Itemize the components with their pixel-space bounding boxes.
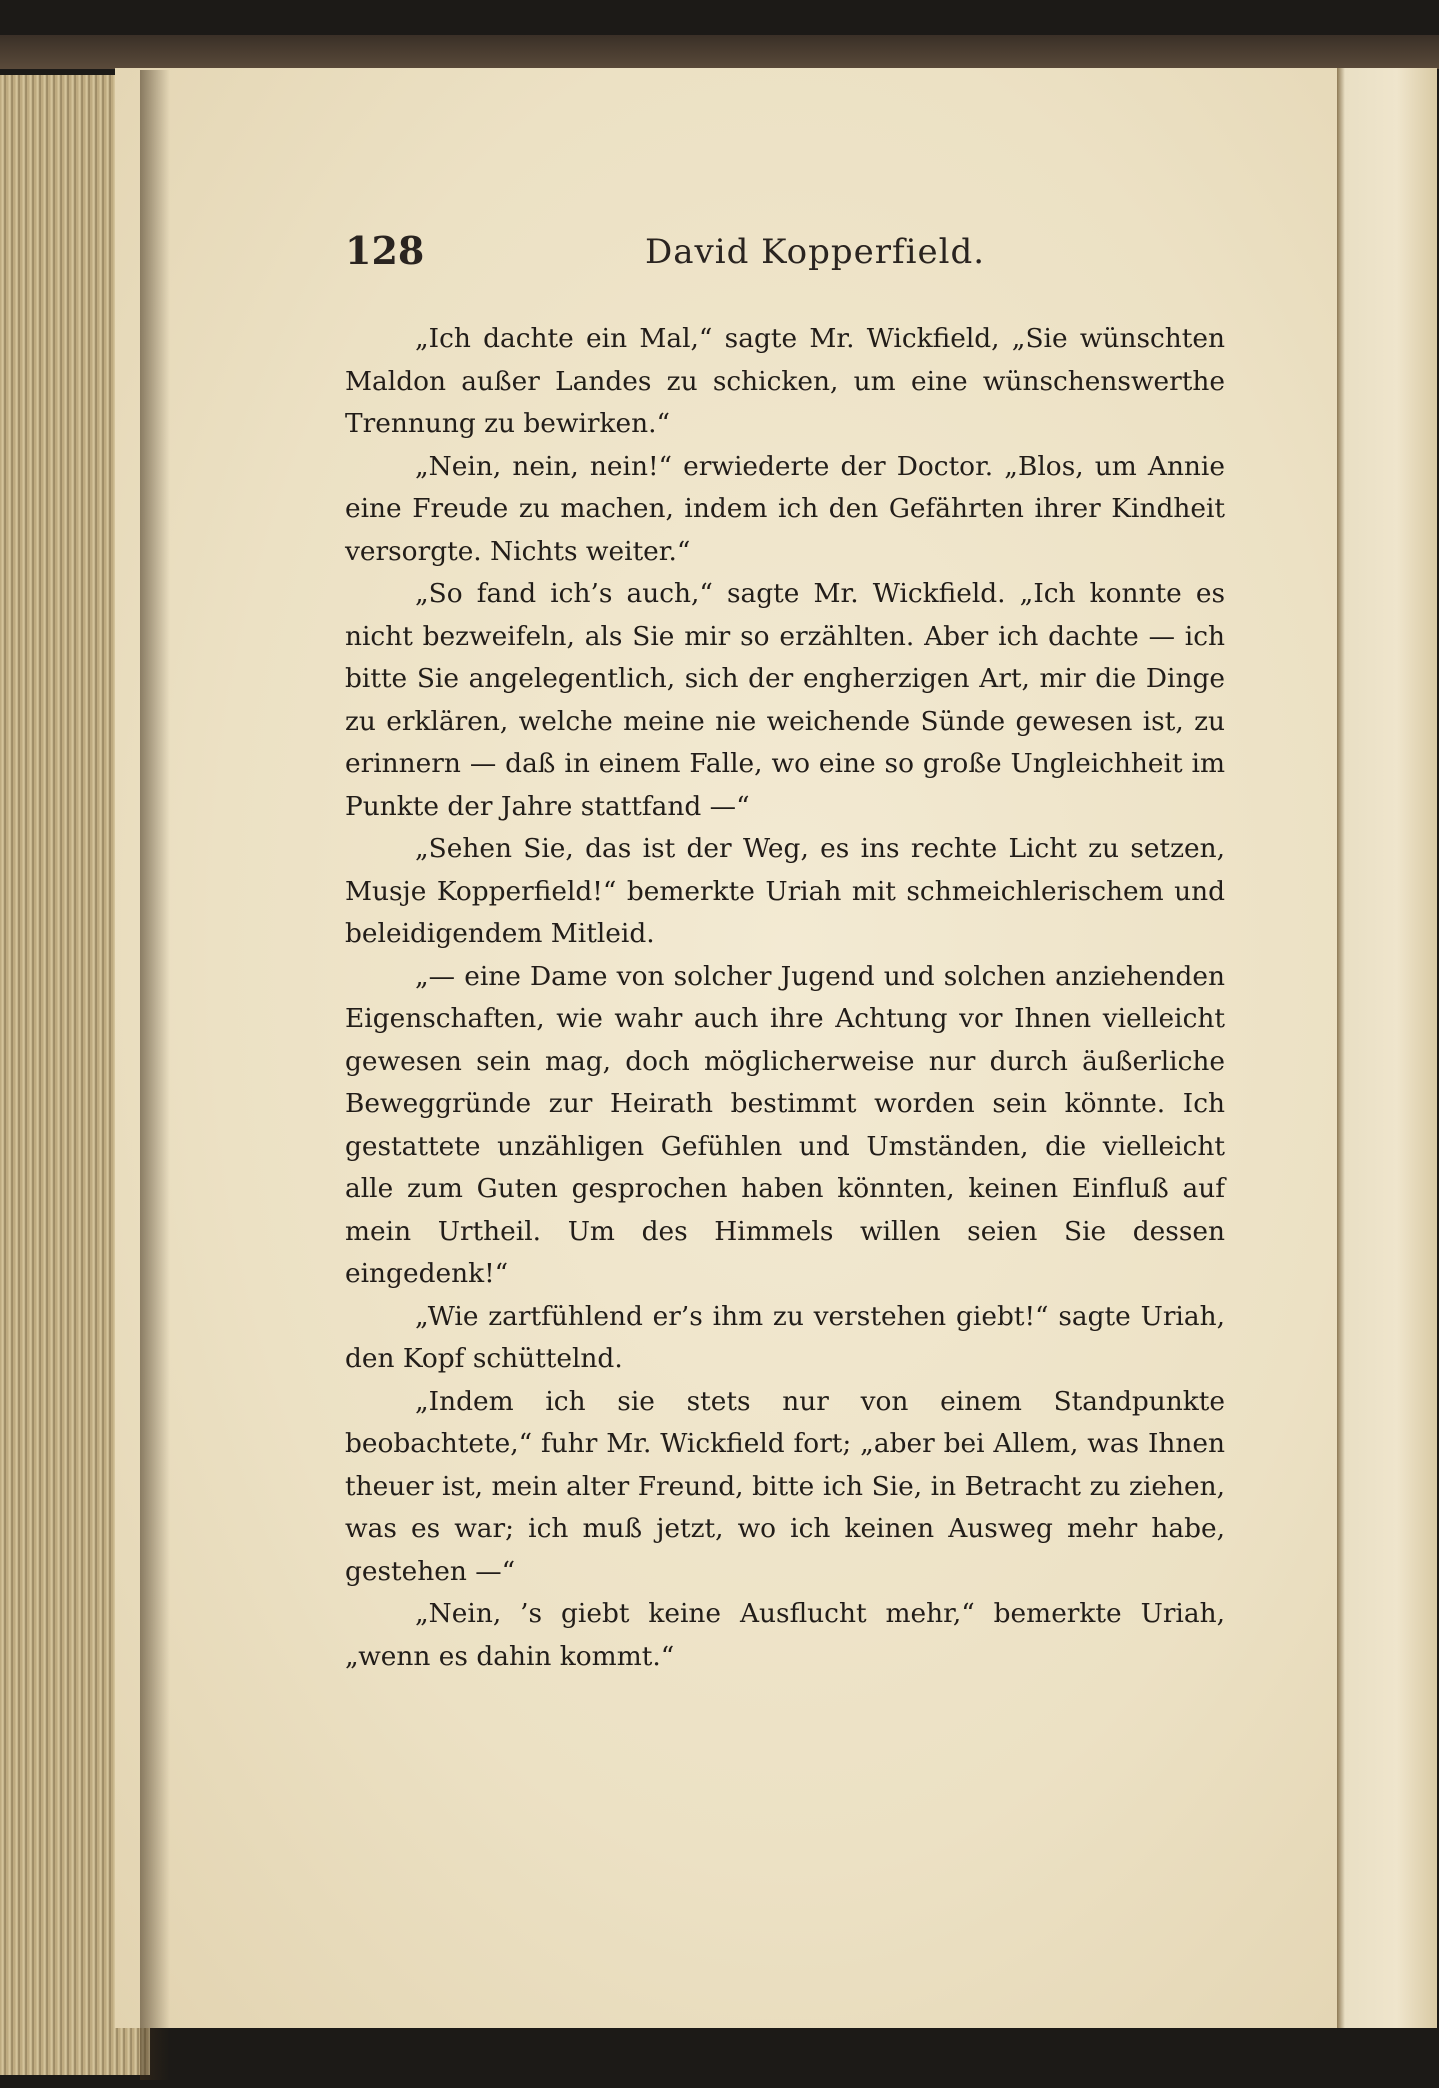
spine-shadow [140, 70, 170, 2080]
paragraph: „Indem ich sie stets nur von einem Standpunkte beobachtete,“ fuhr Mr. Wickfield fort; „aber bei Allem, was Ihnen theuer ist, mein alter Freund, bitte ich Sie, in Betracht zu ziehen, was es war; ich muß jetzt, wo ich keinen Ausweg mehr habe, gestehen —“ [345, 1385, 1225, 1587]
paragraph: „— eine Dame von solcher Jugend und solchen anziehenden Eigenschaften, wie wahr auch ihre Achtung vor Ihnen vielleicht gewesen sein mag, doch möglicherweise nur durch äußerliche Beweggründe zur Heirath bestimmt worden sein könnte. Ich gestattete unzähligen Gefühlen und Umständen, die vielleicht alle zum Guten gesprochen haben könnten, keinen Einfluß auf mein Urtheil. Um des Himmels willen seien Sie dessen eingedenk!“ [345, 960, 1225, 1289]
paragraph: „Wie zartfühlend er’s ihm zu verstehen giebt!“ sagte Uriah, den Kopf schüttelnd. [345, 1300, 1225, 1374]
facing-page-edge [1337, 68, 1437, 2028]
paragraph: „Nein, nein, nein!“ erwiederte der Doctor. „Blos, um Annie eine Freude zu machen, indem ich den Gefährten ihrer Kindheit versorgte. Nichts weiter.“ [345, 450, 1225, 567]
paragraph: „Ich dachte ein Mal,“ sagte Mr. Wickfield, „Sie wünschten Maldon außer Landes zu schicken, um eine wünschenswerthe Trennung zu bewirken.“ [345, 323, 1225, 439]
paragraph: „Nein, ’s giebt keine Ausflucht mehr,“ bemerkte Uriah, „wenn es dahin kommt.“ [345, 1598, 1225, 1672]
body-text [345, 318, 1225, 1678]
running-title: David Kopperfield. [645, 232, 986, 272]
book-cover-top [0, 35, 1439, 69]
paragraph: „Sehen Sie, das ist der Weg, es ins rechte Licht zu setzen, Musje Kopperfield!“ bemerkte Uriah mit schmeichlerischem und beleidigendem Mitleid. [345, 833, 1225, 949]
paragraph: „So fand ich’s auch,“ sagte Mr. Wickfield. „Ich konnte es nicht bezweifeln, als Sie mir so erzählten. Aber ich dachte — ich bitte Sie angelegentlich, sich der engherzigen Art, mir die Dinge zu erklären, welche meine nie weichende Sünde gewesen ist, zu erinnern — daß in einem Falle, wo eine so große Ungleichheit im Punkte der Jahre stattfand —“ [345, 578, 1225, 822]
page-number: 128 [345, 228, 425, 273]
running-head [345, 228, 1225, 278]
